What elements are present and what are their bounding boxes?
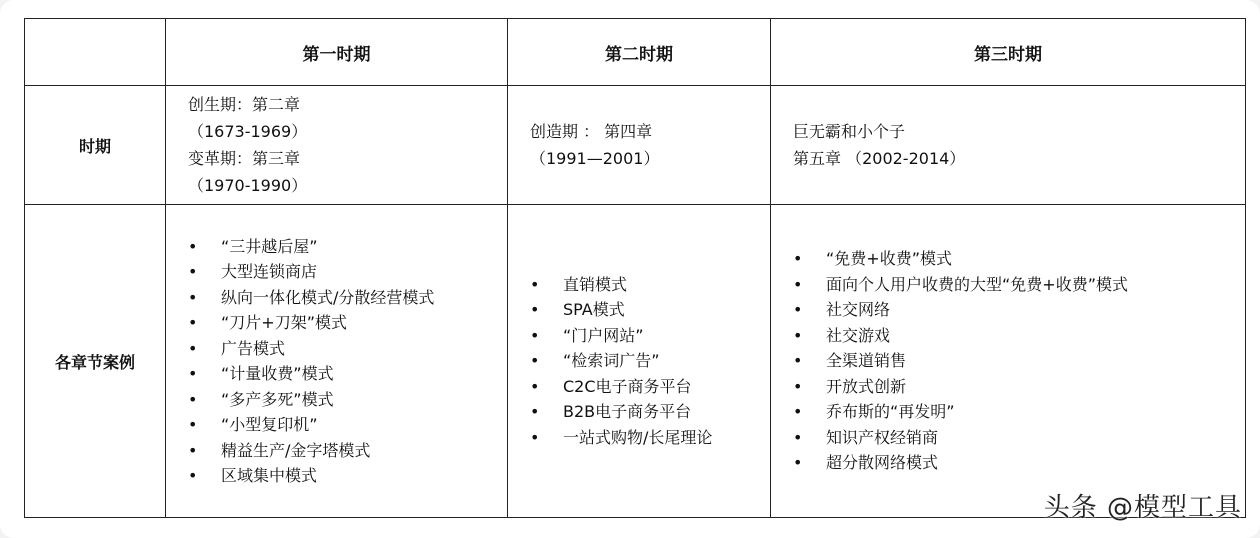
cases-second-cell <box>508 205 771 518</box>
list-item: • 广告模式 <box>188 336 499 362</box>
cases-row <box>25 205 1246 518</box>
list-item: • 社交网络 <box>793 297 1237 323</box>
list-item: • SPA模式 <box>530 297 762 323</box>
list-item: • “检索词广告” <box>530 348 762 374</box>
period-row-label: 时期 <box>25 86 166 205</box>
cases-list-first <box>188 234 499 489</box>
list-item: • 区域集中模式 <box>188 463 499 489</box>
list-item: • 乔布斯的“再发明” <box>793 399 1237 425</box>
list-item: • 直销模式 <box>530 272 762 298</box>
list-item: • “门户网站” <box>530 323 762 349</box>
list-item: • C2C电子商务平台 <box>530 374 762 400</box>
list-item: • 超分散网络模式 <box>793 450 1237 476</box>
list-item: • 社交游戏 <box>793 323 1237 349</box>
list-item: • “小型复印机” <box>188 412 499 438</box>
period-line: （1673-1969） <box>188 122 308 141</box>
cases-list-third <box>793 246 1237 476</box>
header-row <box>25 19 1246 86</box>
list-item: • 全渠道销售 <box>793 348 1237 374</box>
period-line: 创造期 ： 第四章 <box>530 122 653 141</box>
list-item: • “三井越后屋” <box>188 234 499 260</box>
list-item: • 面向个人用户收费的大型“免费+收费”模式 <box>793 272 1237 298</box>
list-item: • 知识产权经销商 <box>793 425 1237 451</box>
header-third-period: 第三时期 <box>771 19 1246 86</box>
period-line: （1970-1990） <box>188 176 308 195</box>
header-corner-cell <box>25 19 166 86</box>
cases-list-second <box>530 272 762 451</box>
list-item: • 纵向一体化模式/分散经营模式 <box>188 285 499 311</box>
list-item: • 精益生产/金字塔模式 <box>188 438 499 464</box>
cases-first-cell <box>166 205 508 518</box>
period-line: （1991—2001） <box>530 149 660 168</box>
list-item: • “多产多死”模式 <box>188 387 499 413</box>
list-item: • “计量收费”模式 <box>188 361 499 387</box>
period-row <box>25 86 1246 205</box>
list-item: • 开放式创新 <box>793 374 1237 400</box>
period-line: 变革期：第三章 <box>188 149 301 168</box>
list-item: • B2B电子商务平台 <box>530 399 762 425</box>
period-second-cell <box>508 86 771 205</box>
list-item: • “免费+收费”模式 <box>793 246 1237 272</box>
period-first-cell <box>166 86 508 205</box>
header-first-period: 第一时期 <box>166 19 508 86</box>
cases-third-cell <box>771 205 1246 518</box>
period-line: 第五章 （2002-2014） <box>793 149 966 168</box>
header-second-period: 第二时期 <box>508 19 771 86</box>
cases-row-label: 各章节案例 <box>25 205 166 518</box>
period-third-cell <box>771 86 1246 205</box>
watermark: 头条 @模型工具 <box>1043 493 1242 523</box>
business-model-periods-table <box>24 18 1246 518</box>
list-item: • 一站式购物/长尾理论 <box>530 425 762 451</box>
period-line: 巨无霸和小个子 <box>793 122 906 141</box>
list-item: • 大型连锁商店 <box>188 259 499 285</box>
period-line: 创生期：第二章 <box>188 95 301 114</box>
list-item: • “刀片+刀架”模式 <box>188 310 499 336</box>
